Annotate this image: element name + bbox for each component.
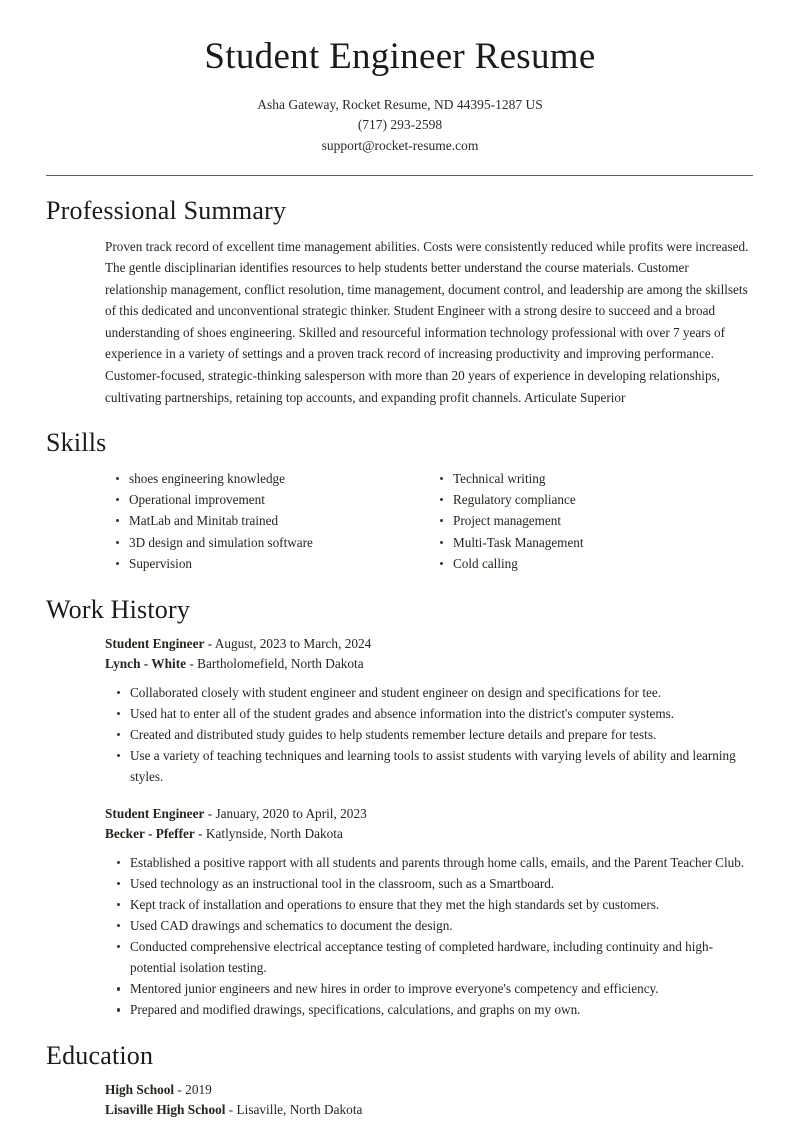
job-bullet-list	[105, 852, 753, 1021]
list-item: Regulatory compliance	[453, 489, 753, 510]
list-item: Established a positive rapport with all students and parents through home calls, emails, and the Parent Teacher Club.	[130, 852, 753, 873]
list-item: Kept track of installation and operations to ensure that they met the high standards set by customers.	[130, 894, 753, 915]
job-company: Lynch - White	[105, 656, 187, 672]
list-item: Supervision	[129, 553, 429, 574]
section-work-history	[0, 596, 800, 1021]
job-role: Student Engineer	[105, 806, 205, 822]
list-item: Project management	[453, 510, 753, 531]
list-item: Used hat to enter all of the student grades and absence information into the district's computer systems.	[130, 703, 753, 724]
list-item: Multi-Task Management	[453, 532, 753, 553]
job-company: Becker - Pfeffer	[105, 826, 195, 842]
list-item: Collaborated closely with student engineer and student engineer on design and specifications for tee.	[130, 682, 753, 703]
section-title-professional-summary: Professional Summary	[46, 196, 287, 226]
job-bullet-list	[105, 682, 753, 788]
section-title-work-history: Work History	[46, 594, 191, 624]
job-role-line	[105, 634, 753, 654]
skills-list-left	[105, 468, 429, 575]
education-degree-line	[105, 1080, 753, 1100]
list-item: Use a variety of teaching techniques and learning tools to assist students with varying levels of ability and learning styles.	[130, 745, 753, 787]
resume-header	[0, 0, 800, 157]
list-item: Conducted comprehensive electrical acceptance testing of completed hardware, including continuity and high-potential isolation testing.	[130, 936, 753, 978]
work-history-entry	[46, 634, 753, 787]
education-entry	[46, 1080, 753, 1120]
job-company-line	[105, 824, 753, 844]
list-item: Operational improvement	[129, 489, 429, 510]
job-company-line	[105, 654, 753, 674]
list-item: Technical writing	[453, 468, 753, 489]
header-divider	[46, 175, 753, 176]
job-location: - Katlynside, North Dakota	[194, 826, 343, 842]
job-role: Student Engineer	[105, 636, 205, 652]
contact-phone: (717) 293-2598	[357, 117, 443, 133]
education-school: Lisaville High School	[105, 1102, 226, 1118]
list-item: Prepared and modified drawings, specifications, calculations, and graphs on my own.	[130, 999, 753, 1020]
education-location: - Lisaville, North Dakota	[225, 1102, 363, 1118]
work-history-entry	[46, 804, 753, 1020]
list-item: Created and distributed study guides to help students remember lecture details and prepare for tests.	[130, 724, 753, 745]
section-professional-summary	[0, 197, 800, 408]
skills-list-right	[429, 468, 753, 575]
contact-email: support@rocket-resume.com	[321, 138, 479, 154]
education-school-line	[105, 1100, 753, 1120]
list-item: 3D design and simulation software	[129, 532, 429, 553]
section-education	[0, 1042, 800, 1121]
section-skills	[0, 429, 800, 458]
list-item: Used technology as an instructional tool in the classroom, such as a Smartboard.	[130, 873, 753, 894]
education-year: - 2019	[174, 1082, 212, 1098]
contact-address: Asha Gateway, Rocket Resume, ND 44395-1287 US	[257, 96, 543, 112]
skills-body	[0, 468, 800, 575]
skills-column-right	[429, 468, 753, 575]
list-item: MatLab and Minitab trained	[129, 510, 429, 531]
professional-summary-body	[46, 236, 753, 408]
skills-column-left	[105, 468, 429, 575]
job-dates: - January, 2020 to April, 2023	[204, 806, 367, 822]
job-role-line	[105, 804, 753, 824]
list-item: Used CAD drawings and schematics to document the design.	[130, 915, 753, 936]
professional-summary-text: Proven track record of excellent time management abilities. Costs were consistently reduced while profits were increased. The gentle disciplinarian identifies resources to help students better understand the course materials. Customer relationship management, conflict resolution, time management, document control, and leadership are among the skillsets of this dedicated and unconventional strategic thinker. Student Engineer with a strong desire to succeed and a broad understanding of shoes engineering. Skilled and resourceful information technology professional with over 7 years of experience in a variety of settings and a proven track record of increasing productivity and improving performance. Customer-focused, strategic-thinking salesperson with more than 20 years of experience in developing relationships, cultivating partnerships, retaining top accounts, and expanding profit channels. Articulate Superior	[105, 238, 749, 405]
education-degree: High School	[105, 1082, 175, 1098]
list-item: shoes engineering knowledge	[129, 468, 429, 489]
list-item: Mentored junior engineers and new hires in order to improve everyone's competency and efficiency.	[130, 978, 753, 999]
job-location: - Bartholomefield, North Dakota	[186, 656, 364, 672]
job-dates: - August, 2023 to March, 2024	[204, 636, 372, 652]
section-title-skills: Skills	[46, 428, 107, 458]
section-title-education: Education	[46, 1040, 154, 1070]
page-title: Student Engineer Resume	[204, 36, 596, 77]
list-item: Cold calling	[453, 553, 753, 574]
